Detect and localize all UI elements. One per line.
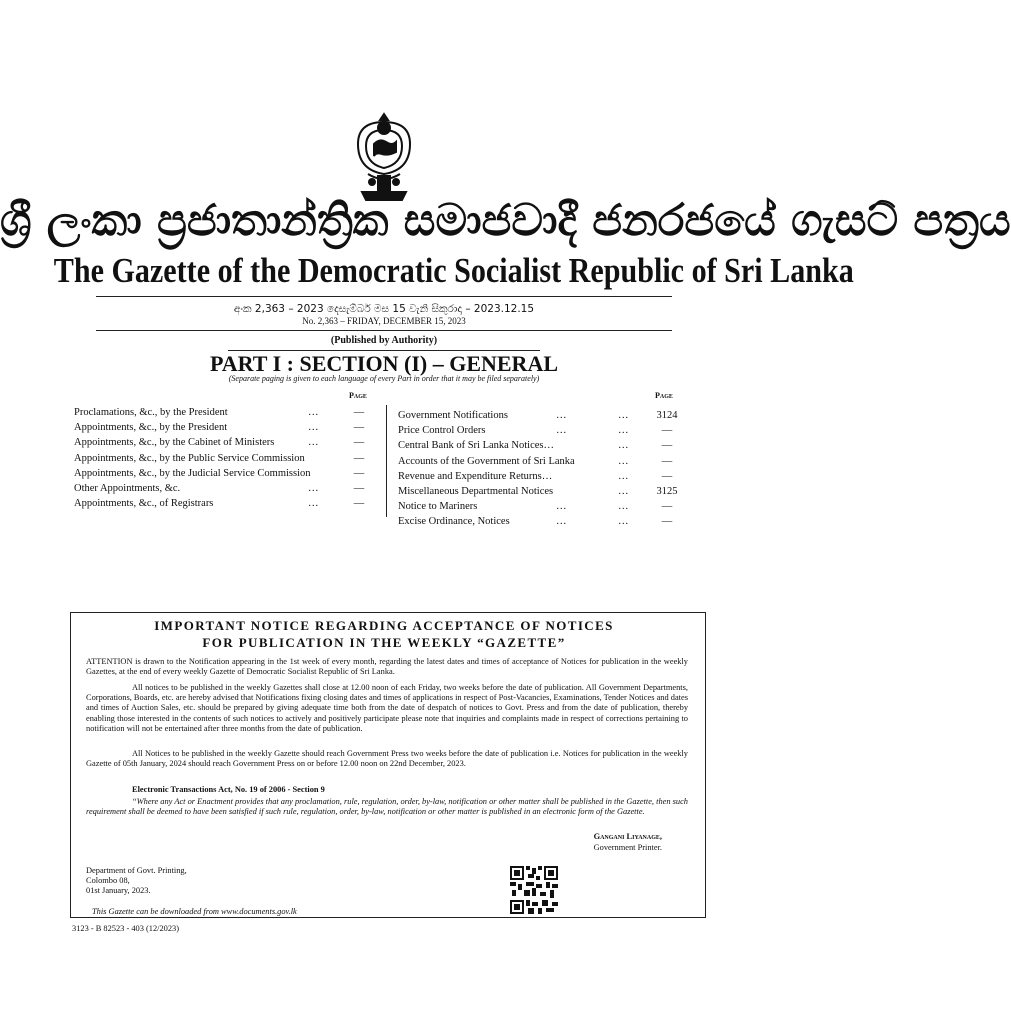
contents-leader: … [618, 485, 629, 497]
contents-row [74, 466, 374, 481]
contents-leader: … [308, 422, 319, 434]
notice-title: IMPORTANT NOTICE REGARDING ACCEPTANCE OF NOTICES [154, 618, 614, 633]
contents-label: Other Appointments, &c. [74, 482, 181, 494]
contents-leader: … [556, 516, 567, 528]
contents-page: — [353, 498, 365, 510]
contents-leader: … [556, 425, 567, 437]
footer-code: 3123 - B 82523 - 403 (12/2023) [72, 924, 180, 933]
signer-role: Government Printer. [593, 843, 662, 852]
contents-label: Miscellaneous Departmental Notices [398, 485, 554, 497]
contents-page: — [353, 482, 365, 494]
contents-row [398, 469, 682, 484]
contents-page: — [353, 422, 365, 434]
contents-label: Government Notifications [398, 410, 508, 421]
published-by-authority: (Published by Authority) [330, 335, 438, 346]
contents-label: Accounts of the Government of Sri Lanka [398, 455, 575, 467]
contents-row [398, 514, 682, 529]
contents-leader: … [618, 425, 629, 437]
notice-paragraph: ATTENTION is drawn to the Notification appearing in the 1st week of every month, regarding the latest dates and times of acceptance of Notices for publication in the weekly Gazettes, at the end of every weekly Gazette of Democratic Socialist Republic of Sri Lanka. [86, 657, 688, 677]
address-line: 01st January, 2023. [86, 886, 151, 896]
english-title: The Gazette of the Democratic Socialist Republic of Sri Lanka [53, 251, 854, 290]
contents-label: Appointments, &c., by the Judicial Service Commission [74, 467, 311, 479]
paging-note: (Separate paging is given to each language of every Part in order that it may be filed separately) [228, 374, 540, 383]
column-divider [386, 405, 387, 517]
contents-page: — [661, 516, 673, 528]
contents-page: — [353, 407, 365, 418]
contents-leader: … [618, 501, 629, 513]
contents-label: Appointments, &c., by the President [74, 422, 228, 434]
contents-row [398, 423, 682, 438]
contents-label: Excise Ordinance, Notices [398, 516, 510, 528]
contents-label: Appointments, &c., of Registrars [74, 498, 214, 510]
notice-paragraph: All notices to be published in the weekly Gazettes shall close at 12.00 noon of each Friday, two weeks before the date of publication. All Government Departments, Corporations, Boards, etc. are hereby advised that Notifications fixing closing dates and times of applications in respect of Post-Vacancies, Examinations, Tender Notices and dates and times of Auction Sales, etc. should be prepared by giving adequate time both from the date of despatch of notices to Govt. Press and from the date of publication, thereby enabling those interested in the contents of such notices to actively and positively participate please note that inquiries and complaints made in respect of corrections pertaining to notification will not be entertained after three months from the date of publication. [86, 683, 688, 733]
contents-page: — [661, 470, 673, 482]
page-column-header: Page [655, 391, 673, 400]
contents-row [398, 454, 682, 469]
page-column-header: Page [349, 391, 367, 400]
contents-label: Appointments, &c., by the Public Service Commission [74, 452, 305, 464]
state-emblem-icon [344, 110, 424, 206]
address-line: Department of Govt. Printing, [86, 866, 187, 875]
contents-leader: … [618, 440, 629, 452]
issue-line-english: No. 2,363 – FRIDAY, DECEMBER 15, 2023 [302, 316, 466, 326]
act-quote: “Where any Act or Enactment provides that any proclamation, rule, regulation, order, by-law, notification or other matter shall be published in the Gazette, then such requirement shall be deemed to have been satisfied if such rule, regulation, order, by-law, notification or other matter is published in an electronic form of the Gazette. [86, 797, 688, 817]
contents-label: Proclamations, &c., by the President [74, 407, 228, 418]
contents-page: 3124 [656, 410, 678, 421]
contents-page: — [353, 452, 365, 464]
sinhala-title: ශ්‍රී ලංකා ප්‍රජාතාන්ත්‍රික සමාජවාදී ජනරජයේ ගැසට් පත්‍රය [0, 195, 1011, 246]
contents-page: — [353, 437, 365, 449]
divider [96, 330, 672, 331]
contents-row [74, 481, 374, 496]
contents-label: Notice to Mariners [398, 501, 478, 513]
qr-code-icon [510, 866, 558, 914]
contents-label: Appointments, &c., by the Cabinet of Ministers [74, 437, 275, 449]
notice-title: FOR PUBLICATION IN THE WEEKLY “GAZETTE” [202, 635, 566, 650]
contents-row [74, 420, 374, 435]
divider [96, 296, 672, 297]
contents-leader: … [308, 482, 319, 494]
signer-name: Gangani Liyanage, [593, 832, 662, 841]
contents-label: Revenue and Expenditure Returns… [398, 470, 553, 482]
contents-leader: … [308, 437, 319, 449]
contents-leader: … [556, 501, 567, 513]
contents-right-column [398, 408, 682, 530]
address-line: Colombo 08, [86, 876, 130, 886]
contents-row [398, 484, 682, 499]
contents-row [74, 496, 374, 511]
contents-row [398, 408, 682, 423]
contents-page: — [661, 455, 673, 467]
part-title: PART I : SECTION (I) – GENERAL [209, 351, 558, 376]
contents-leader: … [618, 455, 629, 467]
contents-row [398, 499, 682, 514]
notice-paragraph: All Notices to be published in the weekly Gazette should reach Government Press two weeks before the date of publication i.e. Notices for publication in the weekly Gazette of 05th January, 2024 should reach Government Press on or before 12.00 noon on 22nd December, 2023. [86, 749, 688, 769]
contents-leader: … [618, 516, 629, 528]
contents-leader: … [618, 470, 629, 482]
contents-row [74, 405, 374, 420]
contents-leader: … [618, 410, 629, 421]
contents-page: — [661, 425, 673, 437]
contents-page: — [661, 440, 673, 452]
contents-leader: … [308, 407, 319, 418]
contents-page: — [353, 467, 365, 479]
issue-line-sinhala: අංක 2,363 – 2023 දෙසැම්බර් මස 15 වැනි සිකුරාදා – 2023.12.15 [233, 303, 535, 315]
contents-page: — [661, 501, 673, 513]
contents-row [398, 438, 682, 453]
contents-label: Price Control Orders [398, 425, 486, 437]
download-note: This Gazette can be downloaded from www.documents.gov.lk [92, 907, 297, 916]
contents-page: 3125 [656, 485, 678, 497]
contents-label: Central Bank of Sri Lanka Notices… [398, 440, 555, 452]
contents-left-column [74, 405, 374, 511]
contents-row [74, 451, 374, 466]
act-title: Electronic Transactions Act, No. 19 of 2006 - Section 9 [132, 785, 325, 794]
contents-leader: … [556, 410, 567, 421]
contents-leader: … [308, 498, 319, 510]
contents-row [74, 435, 374, 450]
department-address [86, 866, 286, 897]
